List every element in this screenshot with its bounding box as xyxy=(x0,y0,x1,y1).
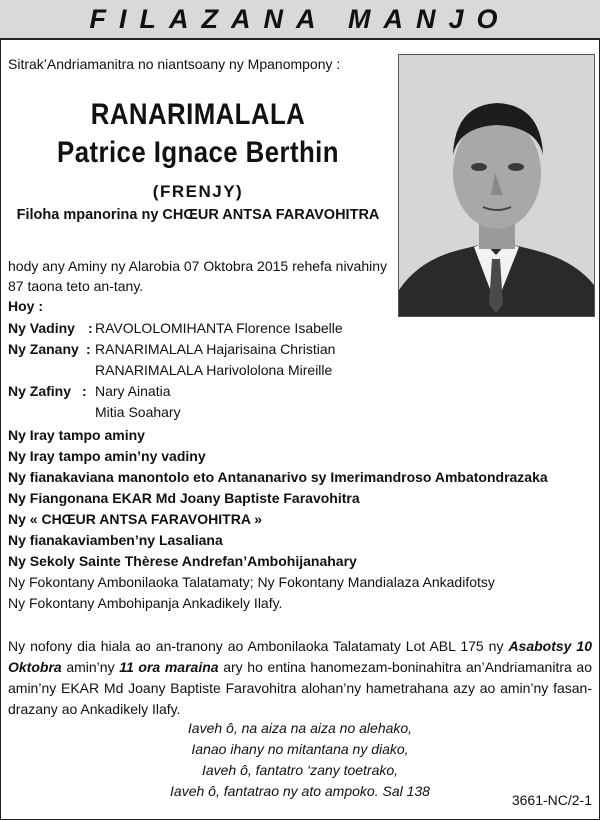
verse-line: Ianao ihany no mitantana ny diako, xyxy=(191,741,409,757)
verse-line: Iaveh ô, fantatrao ny ato ampoko. Sal 138 xyxy=(170,783,430,799)
zanany-value-2: RANARIMALALA Harivololona Mireille xyxy=(95,362,333,378)
mourner-line: Ny Iray tampo amin’ny vadiny xyxy=(8,448,206,464)
banner xyxy=(0,0,600,40)
deceased-name-given: Patrice Ignace Berthin xyxy=(57,136,339,169)
deceased-name-surname: RANARIMALALA xyxy=(90,98,306,131)
deceased-nickname: (FRENJY) xyxy=(152,182,244,201)
hoy-label: Hoy : xyxy=(8,298,43,314)
death-notice-line-1: hody any Aminy ny Alarobia 07 Oktobra 2015 rehefa nivahiny xyxy=(8,258,388,274)
zanany-label: Ny Zanany xyxy=(8,341,79,357)
death-notice-line-2: 87 taona teto an-tany. xyxy=(8,278,144,294)
fokontany-line: Ny Fokontany Ambonilaoka Talatamaty; Ny Fokontany Mandialaza Ankadifotsy xyxy=(8,574,495,590)
zanany-value-1: RANARIMALALA Hajarisaina Christian xyxy=(95,341,336,357)
zafiny-colon: : xyxy=(82,383,87,399)
verse-line: Iaveh ô, na aiza na aiza no alehako, xyxy=(187,720,413,736)
portrait-icon xyxy=(399,55,594,316)
zafiny-value-2: Mitia Soahary xyxy=(95,404,181,420)
fokontany-line: Ny Fokontany Ambohipanja Ankadikely Ilafy. xyxy=(8,595,283,611)
funeral-text-2: amin’ny xyxy=(61,659,120,675)
zafiny-value-1: Nary Ainatia xyxy=(95,383,171,399)
reference-code: 3661-NC/2-1 xyxy=(511,792,592,808)
funeral-text-3: ary ho entina hanomezam-boninahitra an’Andriamanitra ao amin’ny EKAR Md Joany Baptiste Faravohitra alohan’ny hametrahana azy ao amin’ny fasan-drazany ao Ankadikely Ilafy. xyxy=(8,659,593,717)
mourner-line: Ny Iray tampo aminy xyxy=(8,427,145,443)
vadiny-colon: : xyxy=(88,320,93,336)
verse-line: Iaveh ô, fantatro ‘zany toetrako, xyxy=(201,762,399,778)
mourner-line: Ny fianakaviamben’ny Lasaliana xyxy=(8,532,223,548)
funeral-time: 11 ora maraina xyxy=(119,659,219,675)
mourner-line: Ny Sekoly Sainte Thèrese Andrefan’Ambohijanahary xyxy=(8,553,357,569)
vadiny-value: RAVOLOLOMIHANTA Florence Isabelle xyxy=(95,320,343,336)
zafiny-label: Ny Zafiny xyxy=(8,383,72,399)
portrait-photo xyxy=(398,54,595,317)
mourner-line: Ny Fiangonana EKAR Md Joany Baptiste Faravohitra xyxy=(8,490,360,506)
banner-title: FILAZANA MANJO xyxy=(89,4,511,34)
mourner-line: Ny « CHŒUR ANTSA FARAVOHITRA » xyxy=(8,511,263,527)
intro-text: Sitrak’Andriamanitra no niantsoany ny Mpanompony : xyxy=(8,56,341,72)
zanany-colon: : xyxy=(86,341,91,357)
deceased-role: Filoha mpanorina ny CHŒUR ANTSA FARAVOHITRA xyxy=(16,207,380,223)
funeral-day: Asabotsy 10 Oktobra xyxy=(8,638,592,675)
vadiny-label: Ny Vadiny xyxy=(8,320,75,336)
mourner-line: Ny fianakaviana manontolo eto Antananarivo sy Imerimandroso Ambatondrazaka xyxy=(8,469,548,485)
funeral-text-1: Ny nofony dia hiala ao an-tranony ao Ambonilaoka Talatamaty Lot ABL 175 ny xyxy=(8,638,509,654)
funeral-paragraph xyxy=(8,636,592,720)
